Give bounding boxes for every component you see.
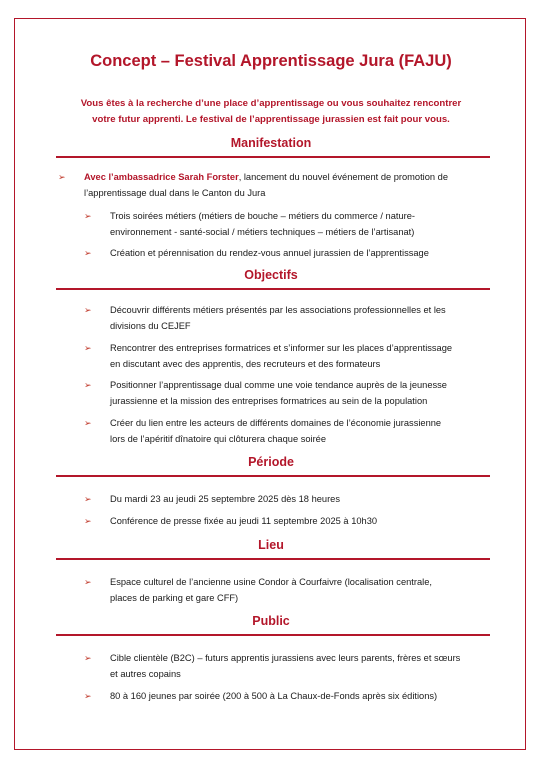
objectifs-item-3 [84, 378, 500, 409]
section-rule-periode [56, 475, 490, 477]
periode-item-2 [84, 514, 500, 530]
bullet-arrow-icon: ➢ [84, 653, 92, 663]
lieu-item-1 [84, 575, 500, 606]
bullet-arrow-icon: ➢ [84, 577, 92, 587]
ambassador-highlight: Avec l’ambassadrice Sarah Forster [84, 172, 239, 182]
document-title: Concept – Festival Apprentissage Jura (FAJU) [90, 52, 452, 70]
public-item-2 [84, 689, 505, 705]
intro-text [40, 96, 502, 128]
item-line-1: Création et pérennisation du rendez-vous annuel jurassien de l’apprentissage [110, 248, 429, 258]
section-rule-lieu [56, 558, 490, 560]
periode-item-1 [84, 492, 500, 508]
public-item-1 [84, 651, 505, 682]
section-rule-objectifs [56, 288, 490, 290]
bullet-arrow-icon: ➢ [84, 380, 92, 390]
manifestation-item-2 [84, 246, 500, 262]
item-line-1: Positionner l’apprentissage dual comme une voie tendance auprès de la jeunesse [110, 380, 447, 390]
item-line-2: jurassienne et la mission des entreprises formatrices au sein de la population [110, 395, 428, 406]
item-line-1: Espace culturel de l’ancienne usine Condor à Courfaivre (localisation centrale, [110, 577, 432, 587]
bullet-arrow-icon: ➢ [84, 691, 92, 701]
bullet-arrow-icon: ➢ [84, 516, 92, 526]
item-line-2: places de parking et gare CFF) [110, 592, 239, 603]
section-heading-manifestation: Manifestation [230, 136, 312, 150]
item-line-2: environnement - santé-social / métiers techniques – métiers de l’artisanat) [110, 226, 415, 237]
section-heading-lieu: Lieu [258, 538, 284, 552]
item-line-2: en discutant avec des apprentis, des recruteurs et des formateurs [110, 358, 381, 369]
manifestation-lead-item [58, 170, 504, 201]
objectifs-item-2 [84, 341, 500, 372]
objectifs-item-1 [84, 303, 500, 334]
lead-rest: , lancement du nouvel événement de promotion de [238, 172, 449, 182]
item-line-1: Conférence de presse fixée au jeudi 11 septembre 2025 à 10h30 [110, 516, 378, 526]
item-line-2: lors de l’apéritif dînatoire qui clôturera chaque soirée [110, 433, 327, 444]
bullet-arrow-icon: ➢ [84, 343, 92, 353]
bullet-arrow-icon: ➢ [84, 494, 92, 504]
bullet-arrow-icon: ➢ [84, 418, 92, 428]
item-line-1: Découvrir différents métiers présentés par les associations professionnelles et les [110, 305, 446, 315]
lead-line-2: l’apprentissage dual dans le Canton du Jura [84, 187, 266, 198]
bullet-arrow-icon: ➢ [84, 248, 92, 258]
section-heading-periode: Période [248, 455, 294, 469]
section-rule-public [56, 634, 490, 636]
item-line-1: Trois soirées métiers (métiers de bouche – métiers du commerce / nature- [110, 211, 416, 221]
objectifs-item-4 [84, 416, 500, 447]
item-line-1: Cible clientèle (B2C) – futurs apprentis jurassiens avec leurs parents, frères et sœurs [110, 653, 461, 663]
item-line-2: divisions du CEJEF [110, 320, 191, 331]
bullet-arrow-icon: ➢ [84, 305, 92, 315]
intro-line-2: votre futur apprenti. Le festival de l’apprentissage jurassien est fait pour vous. [92, 114, 450, 125]
section-heading-public: Public [252, 614, 290, 628]
manifestation-item-1 [84, 209, 500, 240]
intro-line-1: Vous êtes à la recherche d’une place d’apprentissage ou vous souhaitez rencontrer [80, 98, 462, 109]
section-rule-manifestation [56, 156, 490, 158]
item-line-1: Rencontrer des entreprises formatrices et s’informer sur les places d’apprentissage [110, 343, 453, 353]
item-line-1: Du mardi 23 au jeudi 25 septembre 2025 dès 18 heures [110, 494, 340, 504]
section-heading-objectifs: Objectifs [244, 268, 298, 282]
item-line-1: Créer du lien entre les acteurs de différents domaines de l’économie jurassienne [110, 418, 442, 428]
item-line-2: et autres copains [110, 668, 181, 679]
bullet-arrow-icon: ➢ [84, 211, 92, 221]
bullet-arrow-icon: ➢ [58, 172, 66, 182]
item-line-1: 80 à 160 jeunes par soirée (200 à 500 à La Chaux-de-Fonds après six éditions) [110, 691, 438, 701]
